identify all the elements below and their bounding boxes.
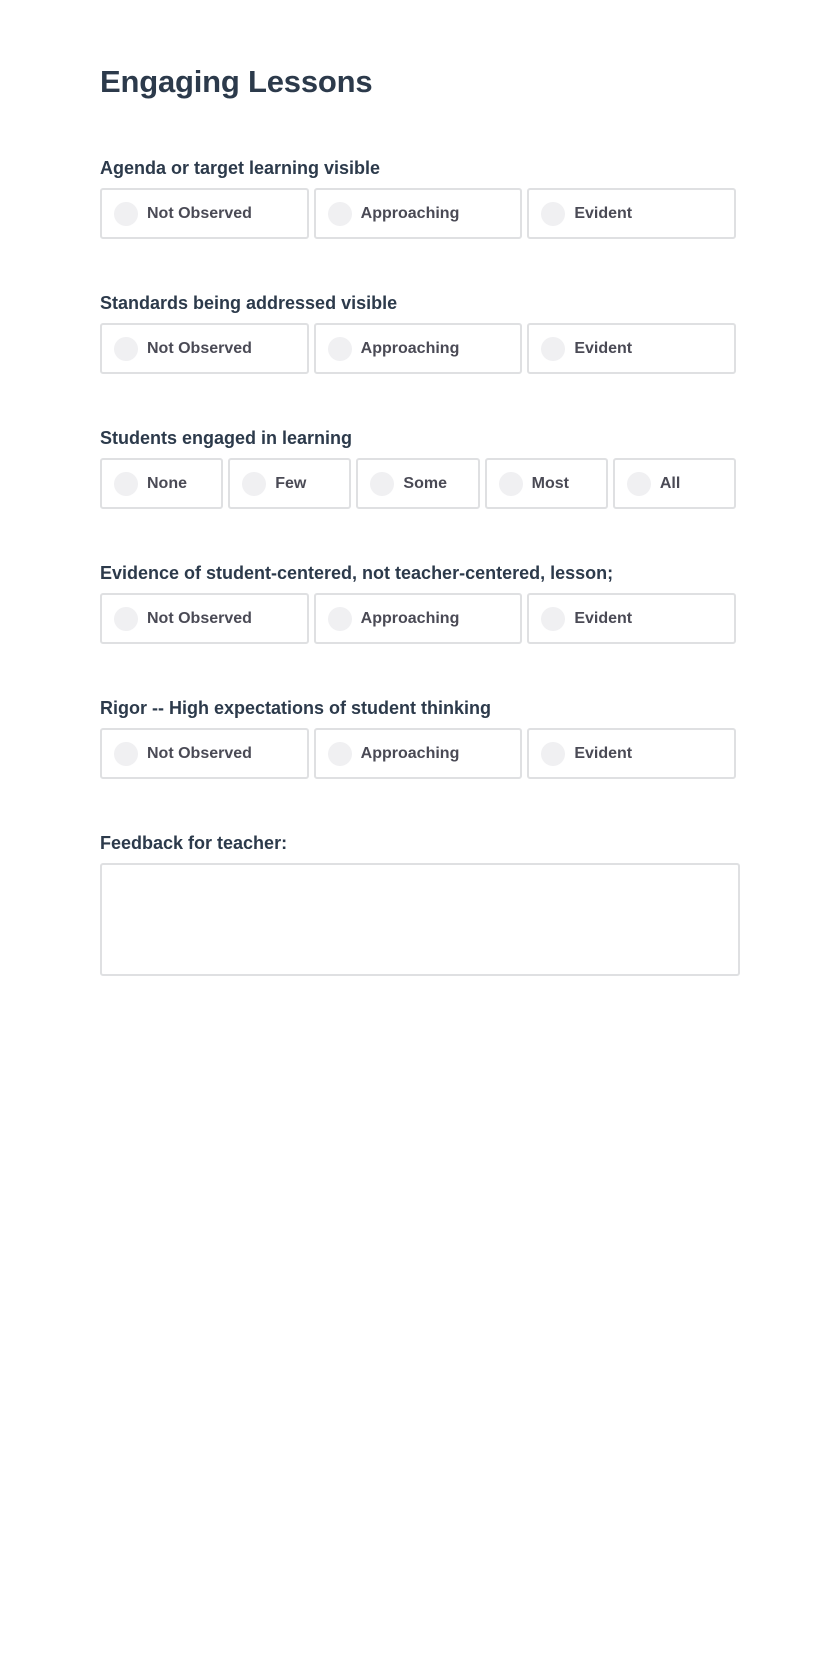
radio-icon[interactable] [114, 742, 138, 766]
radio-icon[interactable] [114, 337, 138, 361]
option-none[interactable] [100, 458, 223, 509]
radio-icon[interactable] [328, 607, 352, 631]
question-rigor [100, 696, 740, 779]
option-label: Evident [574, 339, 633, 357]
option-approaching[interactable] [314, 593, 523, 644]
option-approaching[interactable] [314, 188, 523, 239]
radio-icon[interactable] [114, 472, 138, 496]
option-label: Not Observed [147, 339, 252, 357]
option-not-observed[interactable] [100, 593, 309, 644]
option-not-observed[interactable] [100, 323, 309, 374]
option-all[interactable] [613, 458, 736, 509]
radio-icon[interactable] [328, 742, 352, 766]
option-approaching[interactable] [314, 323, 523, 374]
option-not-observed[interactable] [100, 728, 309, 779]
option-label: Evident [574, 744, 633, 762]
radio-icon[interactable] [114, 202, 138, 226]
option-label: Approaching [360, 609, 460, 627]
option-label: All [659, 474, 681, 492]
question-standards [100, 291, 740, 374]
radio-icon[interactable] [541, 607, 565, 631]
option-most[interactable] [485, 458, 608, 509]
radio-icon[interactable] [328, 202, 352, 226]
question-label: Rigor -- High expectations of student thinking [100, 698, 491, 718]
radio-icon[interactable] [541, 742, 565, 766]
option-label: Not Observed [147, 744, 252, 762]
option-group [100, 593, 736, 644]
option-label: Few [275, 474, 307, 492]
option-approaching[interactable] [314, 728, 523, 779]
radio-icon[interactable] [541, 202, 565, 226]
option-label: Most [531, 474, 569, 492]
option-label: Approaching [360, 744, 460, 762]
option-group [100, 188, 736, 239]
feedback-textarea[interactable] [100, 863, 740, 976]
option-label: Evident [574, 204, 633, 222]
option-group [100, 458, 736, 509]
option-label: Some [403, 474, 447, 492]
option-group [100, 728, 736, 779]
option-label: Evident [574, 609, 633, 627]
option-evident[interactable] [527, 593, 736, 644]
radio-icon[interactable] [114, 607, 138, 631]
option-some[interactable] [356, 458, 479, 509]
radio-icon[interactable] [627, 472, 651, 496]
question-label: Students engaged in learning [100, 428, 353, 448]
option-not-observed[interactable] [100, 188, 309, 239]
radio-icon[interactable] [541, 337, 565, 361]
option-label: Approaching [360, 204, 460, 222]
question-students-engaged [100, 426, 740, 509]
radio-icon[interactable] [499, 472, 523, 496]
option-label: Approaching [360, 339, 460, 357]
question-student-centered [100, 561, 740, 644]
radio-icon[interactable] [370, 472, 394, 496]
option-label: None [147, 474, 187, 492]
question-label: Evidence of student-centered, not teacher-centered, lesson; [100, 563, 614, 583]
question-label: Standards being addressed visible [100, 293, 398, 313]
question-label: Agenda or target learning visible [100, 158, 381, 178]
option-evident[interactable] [527, 188, 736, 239]
question-agenda [100, 156, 740, 239]
option-evident[interactable] [527, 728, 736, 779]
option-group [100, 323, 736, 374]
radio-icon[interactable] [328, 337, 352, 361]
option-label: Not Observed [147, 609, 252, 627]
radio-icon[interactable] [242, 472, 266, 496]
option-evident[interactable] [527, 323, 736, 374]
feedback-label: Feedback for teacher: [100, 833, 288, 853]
option-label: Not Observed [147, 204, 252, 222]
option-few[interactable] [228, 458, 351, 509]
page-title: Engaging Lessons [100, 64, 373, 99]
feedback-section [100, 831, 740, 976]
